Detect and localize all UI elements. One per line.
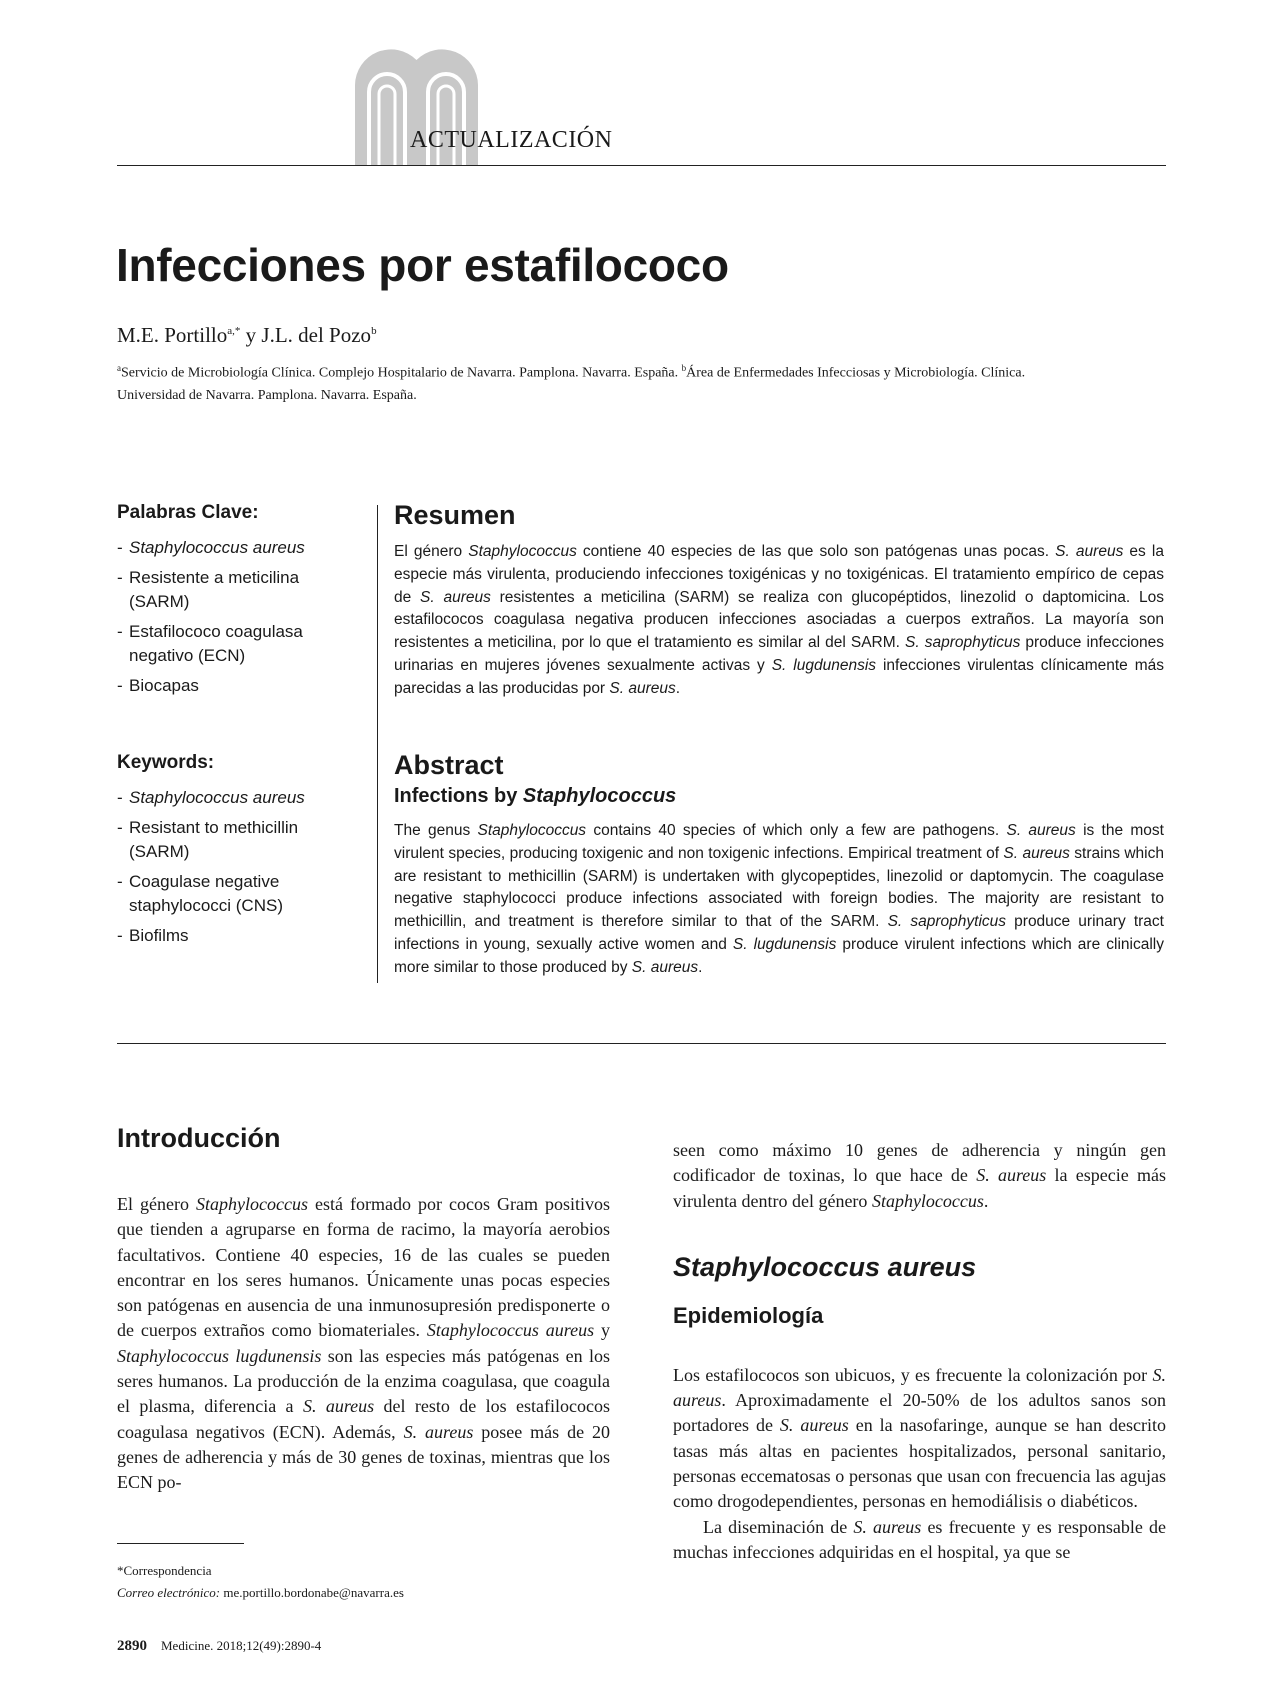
- keyword-item: - Estafilococo coagulasa negativo (ECN): [117, 622, 303, 665]
- author-2-sup: b: [371, 325, 377, 337]
- author-line: [117, 323, 377, 348]
- keywords-en: [117, 752, 342, 954]
- intro-paragraph-cont: seen como máximo 10 genes de adherencia y ningún gen codificador de toxinas, lo que hace de S. aureus la especie más virulenta dentro del género Staphylococcus.: [673, 1140, 1166, 1211]
- citation: Medicine. 2018;12(49):2890-4: [161, 1638, 322, 1653]
- keywords-es: [117, 502, 342, 704]
- keyword-item: - Staphylococcus aureus: [117, 538, 305, 557]
- sa-heading: Staphylococcus aureus: [673, 1251, 977, 1282]
- keyword-item: - Biofilms: [117, 926, 189, 945]
- affiliation-b-2: Universidad de Navarra. Pamplona. Navarra. España.: [117, 387, 417, 403]
- sidebar-divider: [377, 505, 378, 983]
- author-2: y J.L. del Pozo: [240, 323, 372, 347]
- header-divider: [117, 165, 1166, 166]
- affiliations: $^a$Servicio de Microbiología Clínica. Complejo Hospitalario de Navarra. Pamplona. Navarra. España. $^b$Área de Enfermedades Infecciosas y Microbiología. Clínica. Universidad de Navarra. Pamplona. Navarra. España.: [117, 363, 1026, 403]
- resumen-section: [394, 500, 1164, 701]
- abstract-text: The genus Staphylococcus contains 40 species of which only a few are pathogens. S. aureus is the most virulent species, producing toxigenic and non toxigenic infections. Empirical treatment of S. aureus strains which are resistant to methicillin (SARM) is undertaken with glycopeptides, linezolid or daptomycin. The coagulase negative staphylococci produce infections associated with foreign bodies. The majority are resistant to methicillin, and treatment is therefore similar to that of the SARM. S. saprophyticus produce urinary tract infections in young, sexually active women and S. lugdunensis produce virulent infections which are clinically more similar to those produced by S. aureus.: [394, 822, 1164, 976]
- resumen-text: El género Staphylococcus contiene 40 especies de las que solo son patógenas unas pocas. S. aureus es la especie más virulenta, produciendo infecciones toxigénicas y no toxigénicas. El tratamiento empírico de cepas de S. aureus resistentes a meticilina (SARM) se realiza con glucopéptidos, linezolid o daptomicina. Los estafilococos coagulasa negativa producen infecciones asociadas a cuerpos extraños. La mayoría son resistentes a meticilina, por lo que el tratamiento es similar al del SARM. S. saprophyticus produce infecciones urinarias en mujeres jóvenes sexualmente activas y S. lugdunensis infecciones virulentas clínicamente más parecidas a las producidas por S. aureus.: [394, 543, 1164, 697]
- keywords-en-heading: Keywords:: [117, 752, 215, 773]
- keyword-item: - Biocapas: [117, 676, 199, 695]
- keyword-item: - Coagulase negative staphylococci (CNS): [117, 872, 283, 915]
- epidemiology-paragraph-1: Los estafilococos son ubicuos, y es frecuente la colonización por S. aureus. Aproximadamente el 20-50% de los adultos sanos son portadores de S. aureus en la nasofaringe, aunque se han descrito tasas más altas en pacientes hospitalizados, personal sanitario, personas eccematosas o personas que usan con frecuencia las agujas como drogodependientes, personas en hemodiálisis o diabéticos.: [673, 1364, 1166, 1512]
- left-column: [117, 1123, 610, 1496]
- epidemiology-heading: Epidemiología: [673, 1302, 824, 1328]
- intro-heading: Introducción: [117, 1123, 281, 1153]
- footnote-divider: [117, 1543, 244, 1544]
- keyword-item: - Resistant to methicillin (SARM): [117, 818, 299, 861]
- keyword-item: - Staphylococcus aureus: [117, 788, 305, 807]
- keyword-item: - Resistente a meticilina (SARM): [117, 568, 300, 611]
- abstract-section: [394, 750, 1164, 980]
- affiliation-b-1: Área de Enfermedades Infecciosas y Microbiología. Clínica.: [686, 365, 1026, 381]
- section-label: ACTUALIZACIÓN: [410, 127, 613, 153]
- email-link[interactable]: me.portillo.bordonabe@navarra.es: [220, 1585, 404, 1600]
- keywords-es-heading: Palabras Clave:: [117, 502, 259, 523]
- author-1: M.E. Portillo: [117, 323, 228, 347]
- right-column: [673, 1138, 1166, 1565]
- abstract-subheading: Infections by Staphylococcus: [394, 785, 677, 807]
- epidemiology-paragraph-2: La diseminación de S. aureus es frecuente y es responsable de muchas infecciones adquiridas en el hospital, ya que se: [673, 1516, 1166, 1562]
- article-title: Infecciones por estafilococo: [116, 239, 729, 291]
- footnote-correspondence: *Correspondencia: [117, 1563, 212, 1578]
- abstract-divider: [117, 1043, 1166, 1044]
- page-footer: [117, 1638, 321, 1655]
- intro-paragraph: El género Staphylococcus está formado por cocos Gram positivos que tienden a agruparse en forma de racimo, la mayoría aerobios facultativos. Contiene 40 especies, 16 de las cuales se pueden encontrar en los seres humanos. Únicamente unas pocas especies son patógenas en ausencia de una inmunosupresión predisponerte o de cuerpos extraños como biomateriales. Staphylococcus aureus y Staphylococcus lugdunensis son las especies más patógenas en los seres humanos. La producción de la enzima coagulasa, que coagula el plasma, diferencia a S. aureus del resto de los estafilococos coagulasa negativos (ECN). Además, S. aureus posee más de 20 genes de adherencia y más de 30 genes de toxinas, mientras que los ECN po-: [117, 1194, 611, 1493]
- abstract-heading: Abstract: [394, 750, 504, 780]
- author-1-sup: a,*: [227, 325, 241, 337]
- footnote-email: Correo electrónico: me.portillo.bordonabe@navarra.es: [117, 1585, 404, 1600]
- resumen-heading: Resumen: [394, 500, 516, 530]
- affiliation-a: Servicio de Microbiología Clínica. Complejo Hospitalario de Navarra. Pamplona. Navarra. España.: [121, 365, 682, 381]
- page-number: 2890: [117, 1638, 147, 1654]
